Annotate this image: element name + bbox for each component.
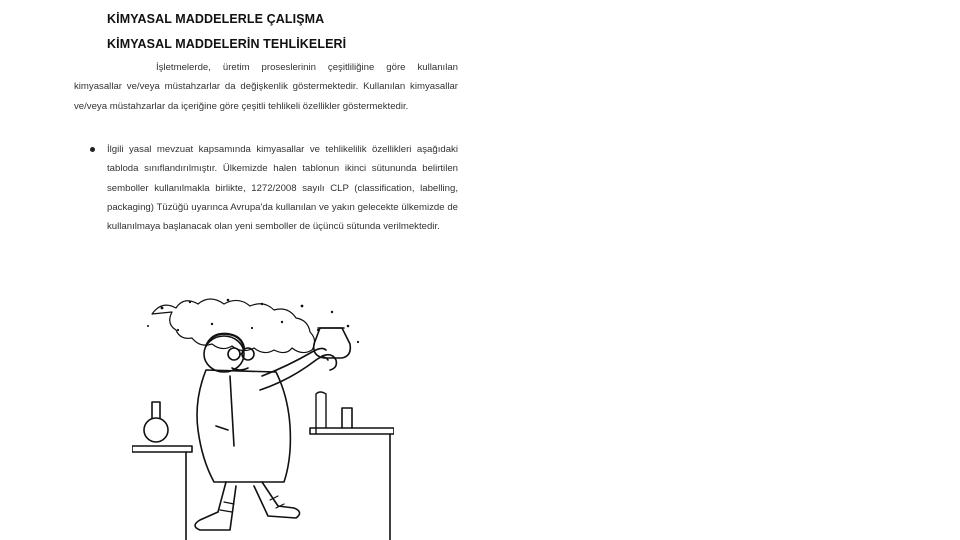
bullet-icon [90, 147, 95, 152]
page-title: KİMYASAL MADDELERLE ÇALIŞMA [107, 12, 325, 26]
section-heading: KİMYASAL MADDELERİN TEHLİKELERİ [107, 37, 347, 51]
bullet-text: İlgili yasal mevzuat kapsamında kimyasallar ve tehlikelilik özellikleri aşağıdaki tabloda sınıflandırılmıştır. Ülkemizde halen tablonun ikinci sütununda belirtilen semboller kullanılmakla birlikte, 1272/2008 sayılı CLP (classification, labelling, packaging) Tüzüğü uyarınca Avrupa'da kullanılan ve yakın gelecekte ülkemizde de kullanılmaya başlanacak olan yeni semboller de üçüncü sütunda verilmektedir. [107, 144, 458, 233]
bullet-list-item [90, 140, 458, 236]
intro-paragraph: İşletmelerde, üretim proseslerinin çeşitliliğine göre kullanılan kimyasallar ve/veya müstahzarlar da değişkenlik göstermektedir. Kullanılan kimyasallar ve/veya müstahzarlar da içeriğine göre çeşitli tehlikeli özellikler göstermektedir. [74, 62, 458, 112]
chemist-cartoon-icon [132, 296, 394, 540]
